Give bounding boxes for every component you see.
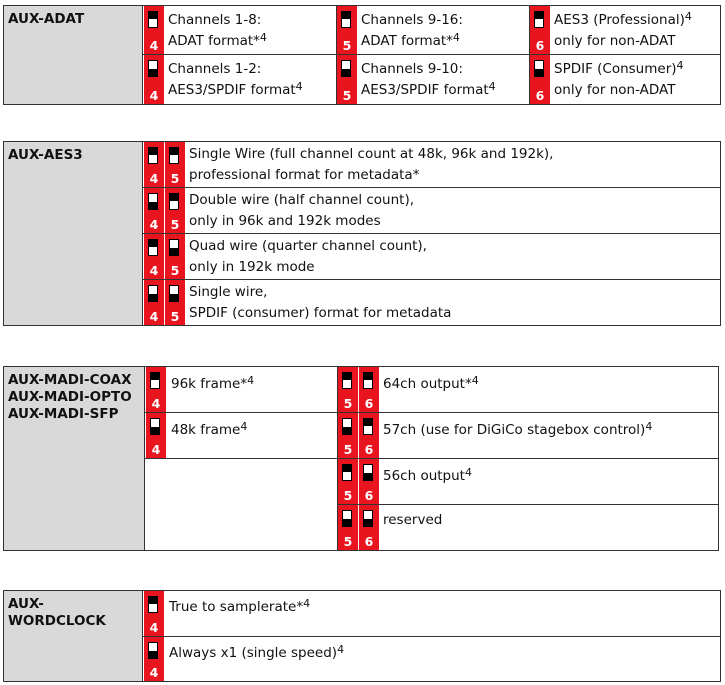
dip-switch-4 [144, 55, 164, 104]
aes3-option-quad-wire [189, 236, 427, 278]
switch-number: 5 [343, 396, 353, 411]
aux-wordclock-label [4, 591, 143, 681]
switch-number: 4 [149, 217, 159, 232]
dip-switch-down-icon [148, 193, 158, 210]
option-line1: Channels 9-16: [361, 12, 463, 28]
option-line1: Channels 9-10: [361, 61, 463, 77]
option-line2: AES3/SPDIF format [361, 82, 489, 98]
dip-switch-down-icon [363, 510, 373, 527]
dip-switch-up-icon [169, 147, 179, 164]
dip-switch-up-icon [148, 147, 158, 164]
dip-switch-6 [359, 459, 379, 504]
dip-switch-5 [337, 55, 357, 104]
footnote-ref: 4 [471, 374, 479, 387]
dip-switch-up-icon [169, 193, 179, 210]
adat-option-ch1-8 [168, 10, 267, 52]
switch-number: 5 [342, 88, 352, 103]
switch-number: 5 [170, 263, 180, 278]
switch-number: 5 [342, 38, 352, 53]
switch-number: 4 [149, 88, 159, 103]
dip-switch-up-icon [148, 596, 158, 613]
footnote-ref: 4 [303, 597, 311, 610]
wordclock-option-always-x1 [169, 643, 344, 664]
aux-madi-sfp-title: AUX-MADI-SFP [8, 406, 119, 422]
option-line2: ADAT format* [168, 33, 260, 49]
option-text: 57ch (use for DiGiCo stagebox control) [383, 422, 646, 438]
footnote-ref: 4 [240, 420, 248, 433]
option-line2: AES3/SPDIF format [168, 82, 296, 98]
dip-switch-5 [338, 367, 358, 412]
dip-switch-4 [144, 188, 164, 233]
dip-switch-5 [165, 188, 185, 233]
footnote-ref: 4 [452, 31, 460, 44]
dip-switch-5 [338, 459, 358, 504]
switch-number: 4 [149, 665, 159, 680]
dip-switch-down-icon [341, 60, 351, 77]
option-line2: professional format for metadata* [189, 167, 420, 183]
option-line1: SPDIF (Consumer) [554, 61, 677, 77]
madi-option-96k-frame [171, 374, 254, 395]
dip-switch-up-icon [363, 418, 373, 435]
aes3-option-double-wire [189, 190, 414, 232]
dip-switch-up-icon [363, 372, 373, 389]
switch-number: 5 [343, 534, 353, 549]
option-line2: only for non-ADAT [554, 33, 676, 49]
dip-switch-up-icon [534, 11, 544, 28]
aux-wordclock-table [3, 590, 721, 682]
dip-switch-down-icon [534, 60, 544, 77]
aux-madi-label [4, 367, 145, 550]
footnote-ref: 4 [247, 374, 255, 387]
adat-option-aes3-pro [554, 10, 692, 52]
dip-switch-4 [146, 367, 166, 412]
dip-switch-up-icon [341, 11, 351, 28]
dip-switch-5 [338, 505, 358, 550]
dip-switch-down-icon [169, 239, 179, 256]
madi-option-57ch [383, 420, 652, 441]
option-line1: Channels 1-8: [168, 12, 262, 28]
aux-aes3-label [4, 142, 143, 325]
option-text: 96k frame* [171, 376, 248, 392]
aes3-option-single-wire-pro [189, 144, 553, 186]
dip-switch-6 [359, 367, 379, 412]
dip-switch-down-icon [363, 464, 373, 481]
footnote-ref: 4 [295, 80, 303, 93]
option-line1: Double wire (half channel count), [189, 192, 415, 208]
madi-option-48k-frame [171, 420, 247, 441]
footnote-ref: 4 [645, 420, 653, 433]
dip-switch-down-icon [169, 285, 179, 302]
dip-switch-down-icon [148, 60, 158, 77]
madi-option-reserved [383, 510, 442, 531]
option-line2: only in 192k mode [189, 259, 315, 275]
dip-switch-down-icon [150, 418, 160, 435]
aes3-option-single-wire-spdif [189, 282, 451, 324]
dip-switch-down-icon [148, 642, 158, 659]
switch-number: 4 [151, 442, 161, 457]
aux-madi-coax-title: AUX-MADI-COAX [8, 372, 132, 388]
switch-number: 6 [364, 396, 374, 411]
dip-switch-6 [530, 6, 550, 54]
switch-number: 4 [149, 620, 159, 635]
option-line2: ADAT format* [361, 33, 453, 49]
option-text: reserved [383, 512, 443, 528]
option-line2: only for non-ADAT [554, 82, 676, 98]
aux-adat-label [4, 6, 143, 104]
switch-number: 5 [170, 171, 180, 186]
adat-option-ch1-2 [168, 59, 303, 101]
option-text: True to samplerate* [169, 599, 304, 615]
option-line1: Single Wire (full channel count at 48k, 96k and 192k), [189, 146, 554, 162]
wordclock-option-true-to-samplerate [169, 597, 310, 618]
option-text: 64ch output* [383, 376, 472, 392]
aux-aes3-title: AUX-AES3 [8, 147, 83, 163]
option-line1: Single wire, [189, 284, 268, 300]
dip-switch-5 [165, 234, 185, 279]
switch-number: 4 [149, 38, 159, 53]
option-line2: only in 96k and 192k modes [189, 213, 381, 229]
option-text: 56ch output [383, 468, 465, 484]
aux-wordclock-title-line1: AUX- [8, 596, 44, 612]
dip-switch-4 [144, 142, 164, 187]
footnote-ref: 4 [676, 59, 684, 72]
switch-number: 4 [149, 309, 159, 324]
aux-adat-table [3, 5, 721, 105]
switch-number: 6 [535, 88, 545, 103]
dip-switch-down-icon [342, 510, 352, 527]
aux-wordclock-title-line2: WORDCLOCK [8, 613, 106, 629]
dip-switch-down-icon [342, 418, 352, 435]
footnote-ref: 4 [337, 643, 345, 656]
option-line1: AES3 (Professional) [554, 12, 685, 28]
switch-number: 6 [364, 442, 374, 457]
option-text: Always x1 (single speed) [169, 645, 338, 661]
switch-number: 5 [343, 488, 353, 503]
aux-madi-opto-title: AUX-MADI-OPTO [8, 389, 132, 405]
footnote-ref: 4 [684, 10, 692, 23]
dip-switch-6 [359, 505, 379, 550]
switch-number: 6 [364, 534, 374, 549]
aux-aes3-table [3, 141, 721, 326]
dip-switch-up-icon [150, 372, 160, 389]
footnote-ref: 4 [464, 466, 472, 479]
madi-option-64ch [383, 374, 479, 395]
switch-number: 5 [170, 309, 180, 324]
dip-switch-up-icon [148, 11, 158, 28]
dip-switch-4 [144, 637, 164, 681]
switch-number: 5 [343, 442, 353, 457]
dip-switch-4 [146, 413, 166, 458]
dip-switch-4 [144, 6, 164, 54]
option-line1: Quad wire (quarter channel count), [189, 238, 427, 254]
adat-option-ch9-16 [361, 10, 463, 52]
dip-switch-6 [359, 413, 379, 458]
footnote-ref: 4 [259, 31, 267, 44]
switch-number: 5 [170, 217, 180, 232]
aux-madi-table [3, 366, 719, 551]
dip-switch-4 [144, 234, 164, 279]
dip-switch-5 [338, 413, 358, 458]
option-text: 48k frame [171, 422, 241, 438]
switch-number: 4 [149, 171, 159, 186]
dip-switch-4 [144, 280, 164, 325]
dip-switch-up-icon [148, 239, 158, 256]
dip-switch-up-icon [342, 372, 352, 389]
dip-switch-down-icon [148, 285, 158, 302]
adat-option-spdif [554, 59, 684, 101]
footnote-ref: 4 [488, 80, 496, 93]
switch-number: 4 [151, 396, 161, 411]
dip-switch-5 [165, 142, 185, 187]
aux-adat-title: AUX-ADAT [8, 11, 85, 27]
option-line1: Channels 1-2: [168, 61, 262, 77]
switch-number: 4 [149, 263, 159, 278]
dip-switch-5 [337, 6, 357, 54]
option-line2: SPDIF (consumer) format for metadata [189, 305, 452, 321]
madi-option-56ch [383, 466, 472, 487]
dip-switch-5 [165, 280, 185, 325]
switch-number: 6 [535, 38, 545, 53]
dip-switch-up-icon [342, 464, 352, 481]
dip-switch-6 [530, 55, 550, 104]
adat-option-ch9-10 [361, 59, 496, 101]
switch-number: 6 [364, 488, 374, 503]
dip-switch-4 [144, 591, 164, 636]
